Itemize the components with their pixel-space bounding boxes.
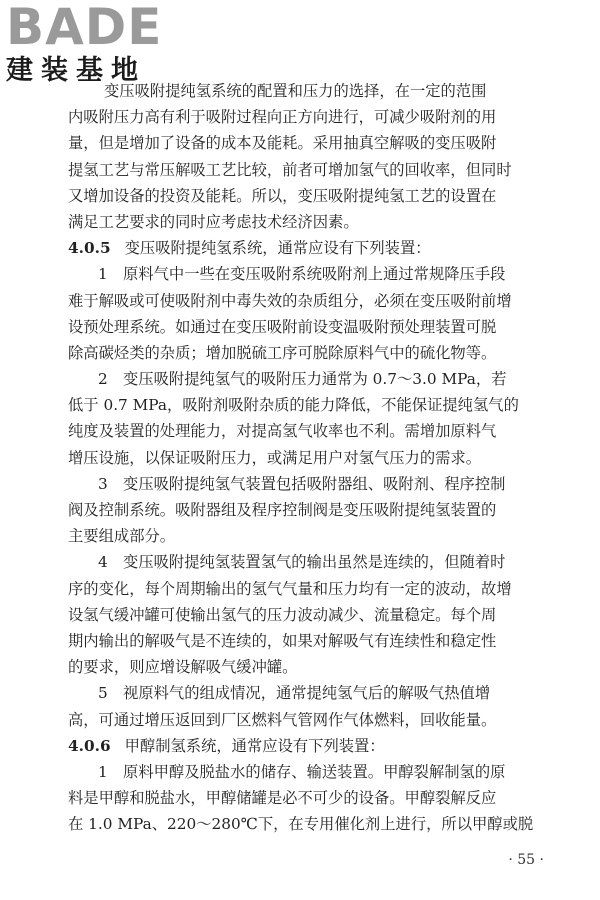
text-line: [68, 157, 546, 183]
line-text: 内吸附压力高有利于吸附过程向正方向进行，可减少吸附剂的用: [68, 108, 497, 127]
line-text: 量，但是增加了设备的成本及能耗。采用抽真空解吸的变压吸附: [68, 134, 497, 153]
text-line: [68, 78, 546, 104]
line-text: 5 视原料气的组成情况，通常提纯氢气后的解吸气热值增: [98, 684, 491, 703]
line-text: 的要求，则应增设解吸气缓冲罐。: [68, 658, 298, 677]
line-text: 2 变压吸附提纯氢气的吸附压力通常为 0.7～3.0 MPa，若: [98, 370, 507, 389]
text-line: [68, 523, 546, 549]
text-line: [68, 445, 546, 471]
text-line: [68, 602, 546, 628]
line-text: 设预处理系统。如通过在变压吸附前设变温吸附预处理装置可脱: [68, 317, 497, 336]
paragraph: [68, 78, 546, 235]
section-heading: [68, 235, 546, 261]
list-item: [68, 471, 546, 550]
line-text: 4 变压吸附提纯氢装置氢气的输出虽然是连续的，但随着时: [98, 553, 506, 572]
line-text: 低于 0.7 MPa，吸附剂吸附杂质的能力降低，不能保证提纯氢气的: [68, 396, 519, 415]
line-text: 甲醇制氢系统，通常应设有下列装置：: [124, 736, 385, 755]
logo-subtitle: 建装基地: [6, 55, 146, 86]
text-line: [68, 707, 546, 733]
text-line: [68, 392, 546, 418]
text-line: [68, 288, 546, 314]
text-line: [68, 497, 546, 523]
text-line: [68, 654, 546, 680]
logo-mark: BADE: [6, 0, 163, 56]
line-text: 增压设施，以保证吸附压力，或满足用户对氢气压力的需求。: [68, 448, 482, 467]
text-line: [68, 130, 546, 156]
list-item: [68, 549, 546, 680]
list-item: [68, 759, 546, 838]
line-text: 料是甲醇和脱盐水，甲醇储罐是必不可少的设备。甲醇裂解反应: [68, 789, 497, 808]
text-line: [68, 759, 546, 785]
text-line: [68, 366, 546, 392]
text-line: [68, 733, 546, 759]
line-text: 除高碳烃类的杂质；增加脱硫工序可脱除原料气中的硫化物等。: [68, 343, 497, 362]
text-line: [68, 680, 546, 706]
text-line: [68, 261, 546, 287]
line-text: 设氢气缓冲罐可使输出氢气的压力波动减少、流量稳定。每个周: [68, 605, 497, 624]
text-line: [68, 785, 546, 811]
line-text: 难于解吸或可使吸附剂中毒失效的杂质组分，必须在变压吸附前增: [68, 291, 512, 310]
line-text: 提氢工艺与常压解吸工艺比较，前者可增加氢气的回收率，但同时: [68, 160, 512, 179]
list-item: [68, 366, 546, 471]
line-text: 纯度及装置的处理能力，对提高氢气收率也不利。需增加原料气: [68, 422, 497, 441]
line-text: 3 变压吸附提纯氢气装置包括吸附器组、吸附剂、程序控制: [98, 474, 506, 493]
line-text: 在 1.0 MPa、220～280℃下，在专用催化剂上进行，所以甲醇或脱: [68, 815, 534, 834]
list-item: [68, 680, 546, 732]
document-body: [68, 78, 546, 837]
text-line: [68, 418, 546, 444]
line-text: 变压吸附提纯氢系统的配置和压力的选择，在一定的范围: [104, 82, 487, 100]
list-item: [68, 261, 546, 366]
page-number: · 55 ·: [508, 852, 544, 868]
line-text: 1 原料气中一些在变压吸附系统吸附剂上通过常规降压手段: [98, 265, 506, 284]
section-heading: [68, 733, 546, 759]
line-text: 序的变化，每个周期输出的氢气气量和压力均有一定的波动，故增: [68, 579, 512, 598]
line-text: 满足工艺要求的同时应考虑技术经济因素。: [68, 212, 359, 231]
text-line: [68, 628, 546, 654]
text-line: [68, 209, 546, 235]
line-text: 高，可通过增压返回到厂区燃料气管网作气体燃料，回收能量。: [68, 710, 497, 729]
text-line: [68, 314, 546, 340]
text-line: [68, 340, 546, 366]
text-line: [68, 235, 546, 261]
text-line: [68, 471, 546, 497]
line-text: 主要组成部分。: [68, 527, 176, 546]
line-text: 1 原料甲醇及脱盐水的储存、输送装置。甲醇裂解制氢的原: [98, 762, 506, 781]
text-line: [68, 811, 546, 837]
line-text: 变压吸附提纯氢系统，通常应设有下列装置：: [124, 239, 431, 258]
text-line: [68, 104, 546, 130]
text-line: [68, 183, 546, 209]
text-line: [68, 576, 546, 602]
line-text: 期内输出的解吸气是不连续的，如果对解吸气有连续性和稳定性: [68, 631, 497, 650]
section-number: 4.0.5: [68, 239, 111, 258]
section-number: 4.0.6: [68, 736, 111, 755]
line-text: 阀及控制系统。吸附器组及程序控制阀是变压吸附提纯氢装置的: [68, 501, 497, 519]
text-line: [68, 549, 546, 575]
line-text: 又增加设备的投资及能耗。所以，变压吸附提纯氢工艺的设置在: [68, 186, 497, 205]
